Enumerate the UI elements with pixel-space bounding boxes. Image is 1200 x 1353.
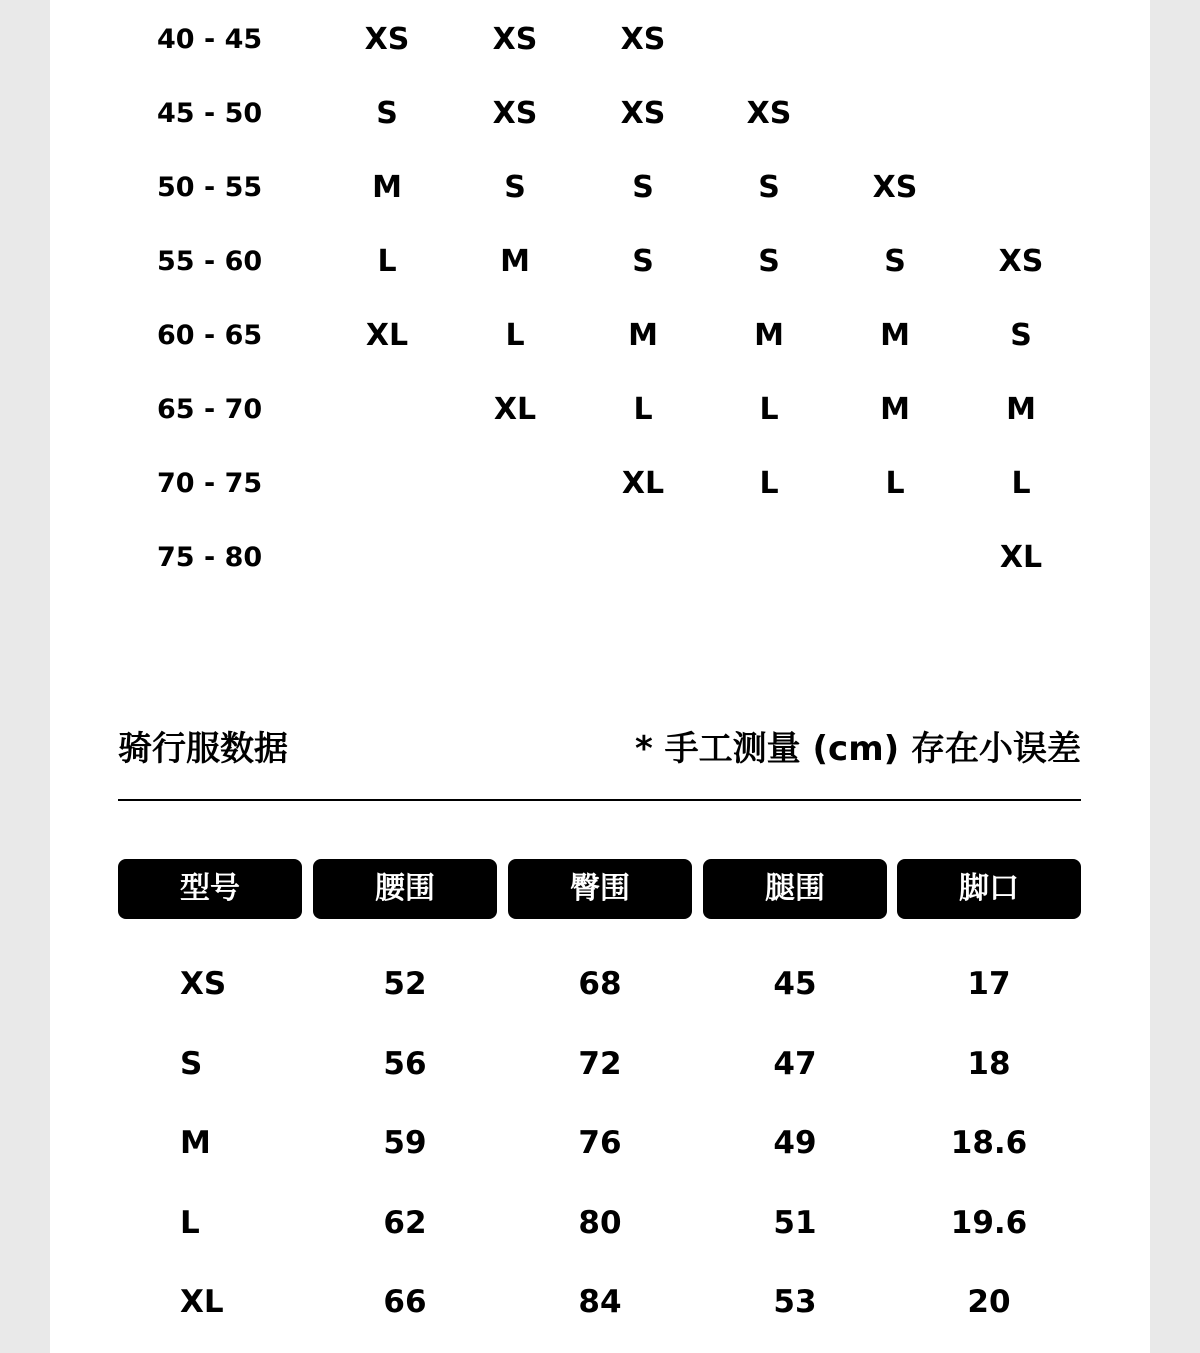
matrix-row <box>50 538 1150 578</box>
size-cell: M <box>754 318 784 353</box>
size-cell <box>971 94 1071 134</box>
size-chart-page <box>50 0 1150 1353</box>
weight-range: 75 - 80 <box>157 542 263 573</box>
size-cell <box>337 538 437 578</box>
header-hem: 脚口 <box>897 859 1081 919</box>
size-cell <box>337 464 437 504</box>
header-thigh: 腿围 <box>703 859 887 919</box>
size-cell: XS <box>620 22 666 57</box>
size-cell: XL <box>365 318 409 353</box>
size-cell: L <box>377 244 397 279</box>
size-cell <box>971 168 1071 208</box>
matrix-row <box>50 464 1150 504</box>
size-cell: XL <box>493 392 537 427</box>
header-hip: 臀围 <box>508 859 692 919</box>
size-cell: S <box>758 244 780 279</box>
size-cell <box>465 538 565 578</box>
cell-hip: 72 <box>578 1046 622 1082</box>
size-cell: XL <box>621 466 665 501</box>
weight-range: 55 - 60 <box>157 246 263 277</box>
header-waist: 腰围 <box>313 859 497 919</box>
size-cell: S <box>758 170 780 205</box>
size-cell: S <box>884 244 906 279</box>
size-cell <box>593 538 693 578</box>
table-row <box>118 959 1081 1009</box>
size-cell <box>465 464 565 504</box>
cell-model: XL <box>180 1284 224 1320</box>
size-cell: S <box>376 96 398 131</box>
size-cell: M <box>372 170 402 205</box>
size-cell: S <box>504 170 526 205</box>
cell-waist: 52 <box>383 966 427 1002</box>
size-cell: XS <box>492 96 538 131</box>
cell-hem: 19.6 <box>950 1205 1028 1241</box>
cell-thigh: 49 <box>773 1125 817 1161</box>
weight-range: 60 - 65 <box>157 320 263 351</box>
matrix-row <box>50 94 1150 134</box>
size-cell: L <box>633 392 653 427</box>
table-row <box>118 1118 1081 1168</box>
size-cell: M <box>880 392 910 427</box>
measurement-note: * 手工测量 (cm) 存在小误差 <box>635 729 1081 769</box>
size-cell <box>719 538 819 578</box>
size-cell: M <box>628 318 658 353</box>
cell-waist: 62 <box>383 1205 427 1241</box>
section-title: 骑行服数据 <box>118 729 288 769</box>
size-cell: S <box>632 170 654 205</box>
cell-hip: 84 <box>578 1284 622 1320</box>
size-cell: L <box>759 392 779 427</box>
size-cell: XL <box>999 540 1043 575</box>
cell-hip: 80 <box>578 1205 622 1241</box>
cell-model: S <box>180 1046 203 1082</box>
cell-waist: 59 <box>383 1125 427 1161</box>
size-cell: L <box>885 466 905 501</box>
weight-range: 45 - 50 <box>157 98 263 129</box>
size-cell: XS <box>746 96 792 131</box>
cell-thigh: 45 <box>773 966 817 1002</box>
cell-model: L <box>180 1205 200 1241</box>
cell-hip: 76 <box>578 1125 622 1161</box>
size-cell: L <box>505 318 525 353</box>
header-model: 型号 <box>118 859 302 919</box>
cell-hip: 68 <box>578 966 622 1002</box>
weight-range: 40 - 45 <box>157 24 263 55</box>
table-row <box>118 1277 1081 1327</box>
size-cell: M <box>1006 392 1036 427</box>
weight-range: 50 - 55 <box>157 172 263 203</box>
size-cell: S <box>632 244 654 279</box>
size-cell <box>337 390 437 430</box>
cell-thigh: 53 <box>773 1284 817 1320</box>
size-cell: XS <box>620 96 666 131</box>
cell-waist: 66 <box>383 1284 427 1320</box>
cell-model: M <box>180 1125 211 1161</box>
size-cell: L <box>759 466 779 501</box>
matrix-row <box>50 316 1150 356</box>
section-header <box>118 726 1081 772</box>
table-row <box>118 1039 1081 1089</box>
size-cell: L <box>1011 466 1031 501</box>
divider <box>118 799 1081 801</box>
table-header <box>118 859 1081 919</box>
cell-thigh: 47 <box>773 1046 817 1082</box>
size-cell <box>719 20 819 60</box>
size-cell: M <box>880 318 910 353</box>
cell-hem: 17 <box>967 966 1011 1002</box>
size-cell: XS <box>492 22 538 57</box>
matrix-row <box>50 390 1150 430</box>
size-cell: M <box>500 244 530 279</box>
cell-waist: 56 <box>383 1046 427 1082</box>
cell-hem: 18 <box>967 1046 1011 1082</box>
matrix-row <box>50 20 1150 60</box>
size-cell <box>845 20 945 60</box>
cell-hem: 18.6 <box>950 1125 1028 1161</box>
weight-range: 70 - 75 <box>157 468 263 499</box>
cell-thigh: 51 <box>773 1205 817 1241</box>
matrix-row <box>50 242 1150 282</box>
matrix-row <box>50 168 1150 208</box>
cell-model: XS <box>180 966 227 1002</box>
size-cell <box>971 20 1071 60</box>
cell-hem: 20 <box>967 1284 1011 1320</box>
size-cell: XS <box>998 244 1044 279</box>
size-cell <box>845 538 945 578</box>
size-cell: XS <box>872 170 918 205</box>
size-cell <box>845 94 945 134</box>
weight-range: 65 - 70 <box>157 394 263 425</box>
table-row <box>118 1198 1081 1248</box>
size-cell: XS <box>364 22 410 57</box>
size-cell: S <box>1010 318 1032 353</box>
